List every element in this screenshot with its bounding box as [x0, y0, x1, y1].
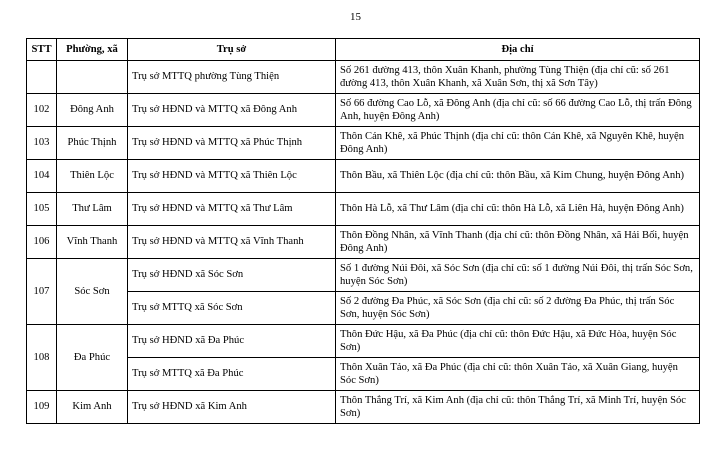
stt-cell: 108: [27, 325, 57, 391]
office-cell: Trụ sở MTTQ phường Tùng Thiện: [128, 61, 336, 94]
table-row: [27, 127, 700, 160]
stt-cell: 103: [27, 127, 57, 160]
table-row: [27, 259, 700, 292]
stt-cell: [27, 61, 57, 94]
address-cell: Số 2 đường Đa Phúc, xã Sóc Sơn (địa chỉ cũ: số 2 đường Đa Phúc, thị trấn Sóc Sơn, huyện Sóc Sơn): [336, 292, 700, 325]
address-cell: Số 66 đường Cao Lỗ, xã Đông Anh (địa chỉ cũ: số 66 đường Cao Lỗ, thị trấn Đông Anh, huyện Đông Anh): [336, 94, 700, 127]
table-row: [27, 358, 700, 391]
office-address-table: [26, 38, 700, 424]
office-cell: Trụ sở HĐND và MTTQ xã Vĩnh Thanh: [128, 226, 336, 259]
table-row: [27, 292, 700, 325]
office-cell: Trụ sở HĐND và MTTQ xã Thư Lâm: [128, 193, 336, 226]
office-cell: Trụ sở MTTQ xã Đa Phúc: [128, 358, 336, 391]
address-cell: Thôn Đồng Nhân, xã Vĩnh Thanh (địa chỉ cũ: thôn Đồng Nhân, xã Hải Bối, huyện Đông Anh): [336, 226, 700, 259]
table-row: [27, 61, 700, 94]
office-cell: Trụ sở HĐND xã Đa Phúc: [128, 325, 336, 358]
ward-cell: Thiên Lộc: [57, 160, 128, 193]
stt-cell: 107: [27, 259, 57, 325]
address-cell: Thôn Hà Lỗ, xã Thư Lâm (địa chỉ cũ: thôn Hà Lỗ, xã Liên Hà, huyện Đông Anh): [336, 193, 700, 226]
address-cell: Thôn Thắng Trí, xã Kim Anh (địa chỉ cũ: thôn Thắng Trí, xã Minh Trí, huyện Sóc Sơn): [336, 391, 700, 424]
stt-cell: 104: [27, 160, 57, 193]
table-row: [27, 94, 700, 127]
stt-cell: 109: [27, 391, 57, 424]
office-cell: Trụ sở HĐND và MTTQ xã Đông Anh: [128, 94, 336, 127]
ward-cell: Đông Anh: [57, 94, 128, 127]
office-cell: Trụ sở HĐND và MTTQ xã Thiên Lộc: [128, 160, 336, 193]
header-stt: STT: [27, 39, 57, 61]
stt-cell: 105: [27, 193, 57, 226]
table-row: [27, 160, 700, 193]
table-row: [27, 226, 700, 259]
table-row: [27, 193, 700, 226]
header-ward: Phường, xã: [57, 39, 128, 61]
office-cell: Trụ sở HĐND xã Kim Anh: [128, 391, 336, 424]
office-cell: Trụ sở HĐND xã Sóc Sơn: [128, 259, 336, 292]
ward-cell: Thư Lâm: [57, 193, 128, 226]
ward-cell: Đa Phúc: [57, 325, 128, 391]
table-row: [27, 325, 700, 358]
address-cell: Thôn Bầu, xã Thiên Lộc (địa chỉ cũ: thôn Bầu, xã Kim Chung, huyện Đông Anh): [336, 160, 700, 193]
page-number: 15: [350, 11, 361, 23]
table-row: [27, 391, 700, 424]
ward-cell: Vĩnh Thanh: [57, 226, 128, 259]
stt-cell: 102: [27, 94, 57, 127]
address-cell: Thôn Cán Khê, xã Phúc Thịnh (địa chỉ cũ: thôn Cán Khê, xã Nguyên Khê, huyện Đông Anh): [336, 127, 700, 160]
ward-cell: Phúc Thịnh: [57, 127, 128, 160]
ward-cell: [57, 61, 128, 94]
header-address: Địa chỉ: [336, 39, 700, 61]
stt-cell: 106: [27, 226, 57, 259]
ward-cell: Kim Anh: [57, 391, 128, 424]
header-office: Trụ sở: [128, 39, 336, 61]
address-cell: Thôn Đức Hậu, xã Đa Phúc (địa chỉ cũ: thôn Đức Hậu, xã Đức Hòa, huyện Sóc Sơn): [336, 325, 700, 358]
address-cell: Số 261 đường 413, thôn Xuân Khanh, phường Tùng Thiện (địa chỉ cũ: số 261 đường 413, thôn Xuân Khanh, xã Xuân Sơn, thị xã Sơn Tây): [336, 61, 700, 94]
address-cell: Số 1 đường Núi Đôi, xã Sóc Sơn (địa chỉ cũ: số 1 đường Núi Đôi, thị trấn Sóc Sơn, huyện Sóc Sơn): [336, 259, 700, 292]
office-cell: Trụ sở MTTQ xã Sóc Sơn: [128, 292, 336, 325]
office-cell: Trụ sở HĐND và MTTQ xã Phúc Thịnh: [128, 127, 336, 160]
table-header-row: [27, 39, 700, 61]
ward-cell: Sóc Sơn: [57, 259, 128, 325]
address-cell: Thôn Xuân Tảo, xã Đa Phúc (địa chỉ cũ: thôn Xuân Tảo, xã Xuân Giang, huyện Sóc Sơn): [336, 358, 700, 391]
